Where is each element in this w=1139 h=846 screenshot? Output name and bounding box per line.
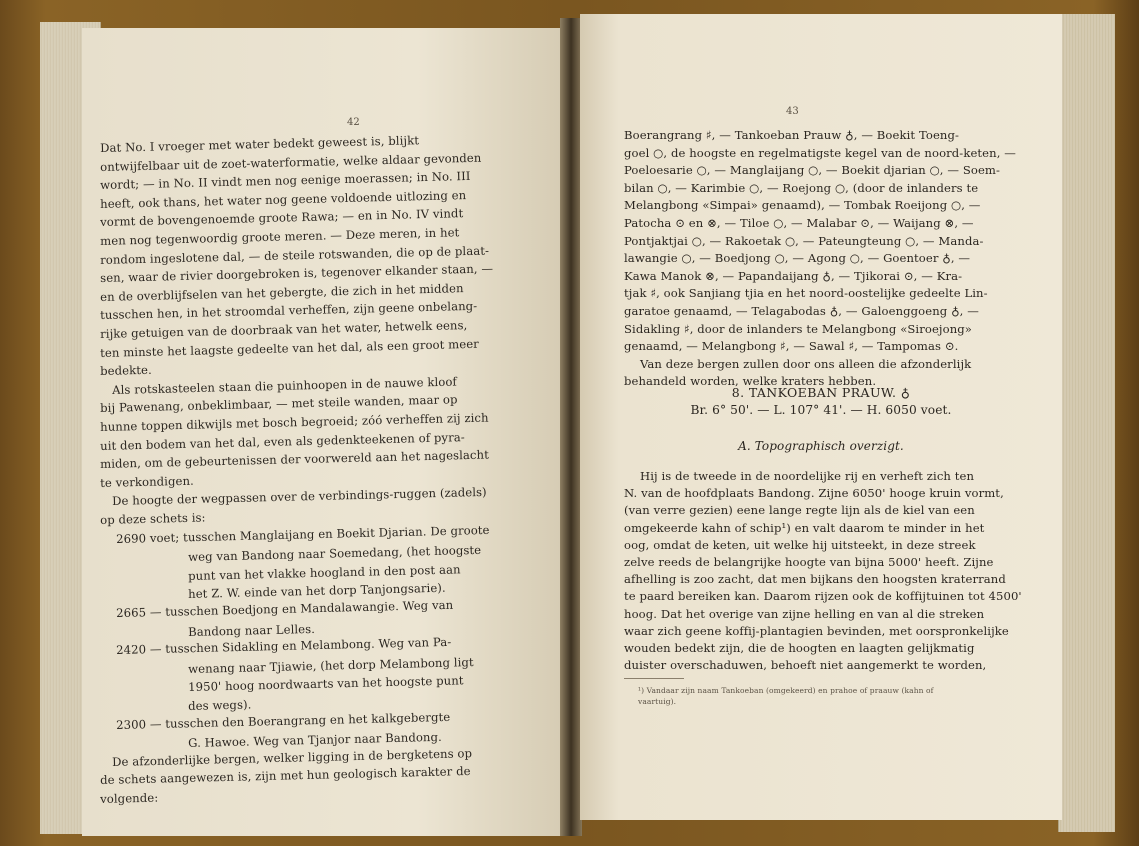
text-line: duister overschaduwen, behoeft niet aangemerkt te worden, [624,658,987,673]
text-line: te verkondigen. [100,473,195,490]
text-line: heeft, ook thans, het water nog geene voldoende uitlozing en [100,187,467,211]
section-coordinates: Br. 6° 50'. — L. 107° 41'. — H. 6050 voet. [690,403,952,417]
text-line: De hoogte der wegpassen over de verbindings-ruggen (zadels) [112,485,487,509]
text-line: uit den bodem van het dal, even als gedenkteekenen of pyra- [100,429,465,453]
text-line: Als rotskasteelen staan die puinhoopen in de nauwe kloof [112,374,458,397]
text-line: miden, om de gebeurtenissen der voorwereld aan het nageslacht [100,447,490,472]
text-line: vormt de bovengenoemde groote Rawa; — en in No. IV vindt [100,206,464,230]
text-line: genaamd, — Melangbong ♯, — Sawal ♯, — Tampomas ⊙. [624,339,959,354]
right-page-edges [1058,14,1115,832]
text-line: Van deze bergen zullen door ons alleen die afzonderlijk [640,356,972,371]
text-line: (van verre gezien) eene lange regte lijn als de kiel van een [624,503,975,518]
text-line: Kawa Manok ⊗, — Papandaijang ♁, — Tjikorai ⊙, — Kra- [624,268,963,283]
text-line: 2690 voet; tusschen Manglaijang en Boekit Djarian. De groote [116,522,490,546]
text-line: men nog tegenwoordig groote meren. — Deze meren, in het [100,225,460,248]
right-page-number: 43 [786,106,799,117]
text-line: goel ○, de hoogste en regelmatigste kegel van de noord-keten, — [624,145,1016,160]
text-line: Melangbong «Simpai» genaamd), — Tombak Roeijong ○, — [624,198,981,213]
text-line: 2300 — tusschen den Boerangrang en het kalkgebergte [116,709,451,732]
text-line: behandeld worden, welke kraters hebben. [624,374,877,389]
text-line: zelve reeds de belangrijke hoogte van bijna 5000' heeft. Zijne [624,555,994,569]
text-line: Hij is de tweede in de noordelijke rij en verheft zich ten [640,469,975,483]
text-line: weg van Bandong naar Soemedang, (het hoogste [188,543,482,565]
text-line: oog, omdat de keten, uit welke hij uitsteekt, in deze streek [624,537,976,552]
text-line: hunne toppen dikwijls met bosch begroeid; zóó verheffen zij zich [100,410,489,434]
text-line: afhelling is zoo zacht, dat men bijkans den hoogsten kraterrand [624,572,1006,587]
text-line: punt van het vlakke hoogland in den post aan [188,562,461,583]
text-line: lawangie ○, — Boedjong ○, — Agong ○, — Goentoer ♁, — [624,251,971,266]
text-line: op deze schets is: [100,510,206,527]
text-line: bij Pawenang, onbeklimbaar, — met steile wanden, maar op [100,392,458,416]
text-line: Boerangrang ♯, — Tankoeban Prauw ♁, — Boekit Toeng- [624,128,960,142]
text-line: te paard bereiken kan. Daarom rijzen ook de koffijtuinen tot 4500' [624,589,1022,604]
text-line: wenang naar Tjiawie, (het dorp Melambong ligt [188,654,474,676]
text-line: omgekeerde kahn of schip¹) en valt daarom te minder in het [624,520,985,535]
text-line: 2665 — tusschen Boedjong en Mandalawangie. Weg van [116,597,454,620]
left-page-number: 42 [347,117,360,128]
text-line: G. Hawoe. Weg van Tjanjor naar Bandong. [188,729,443,751]
text-line: het Z. W. einde van het dorp Tanjongsarie). [188,581,446,602]
footnote-divider [624,678,684,679]
footnote-line: vaartuig). [638,697,677,706]
text-line: 2420 — tusschen Sidakling en Melambong. Weg van Pa- [116,634,452,658]
text-line: tusschen hen, in het stroomdal verheffen, zijn geene onbelang- [100,299,478,323]
text-line: Sidakling ♯, door de inlanders te Melangbong «Siroejong» [624,321,972,336]
text-line: en de overblijfselen van het gebergte, die zich in het midden [100,280,464,304]
text-line: tjak ♯, ook Sanjiang tjia en het noord-oostelijke gedeelte Lin- [624,286,988,301]
left-page [82,28,562,836]
text-line: waar zich geene koffij-plantagien bevinden, met oorspronkelijke [624,623,1009,638]
text-line: wordt; — in No. II vindt men nog eenige moerassen; in No. III [100,169,471,193]
text-line: ten minste het laagste gedeelte van het dal, als een groot meer [100,336,480,360]
text-line: Pontjaktjai ○, — Rakoetak ○, — Pateungteung ○, — Manda- [624,233,984,248]
text-line: 1950' hoog noordwaarts van het hoogste punt [188,673,464,695]
section-title: 8. TANKOEBAN PRAUW. ♁ [731,385,911,400]
text-line: Patocha ⊙ en ⊗, — Tiloe ○, — Malabar ⊙, — Waijang ⊗, — [624,216,974,230]
text-line: De afzonderlijke bergen, welker ligging in de bergketens op [112,746,473,769]
text-line: N. van de hoofdplaats Bandong. Zijne 6050' hooge kruin vormt, [624,486,1004,501]
text-line: hoog. Dat het overige van zijne helling en van al die streken [624,606,985,621]
text-line: sen, waar de rivier doorgebroken is, tegenover elkander staan, — [100,261,494,286]
text-line: de schets aangewezen is, zijn met hun geologisch karakter de [100,764,471,788]
text-line: Bandong naar Lelles. [188,621,316,639]
text-line: rijke getuigen van de doorbraak van het water, hetwelk eens, [100,318,468,341]
text-line: bedekte. [100,362,152,379]
text-line: Dat No. I vroeger met water bedekt geweest is, blijkt [100,133,420,155]
text-line: volgende: [100,790,159,806]
subsection-title: A. Topographisch overzigt. [738,439,904,453]
right-page [580,14,1062,820]
text-line: garatoe genaamd, — Telagabodas ♁, — Galoenggoeng ♁, — [624,304,979,318]
text-line: Poeloesarie ○, — Manglaijang ○, — Boekit djarian ○, — Soem- [624,163,1001,178]
text-line: ontwijfelbaar uit de zoet-waterformatie, welke aldaar gevonden [100,150,482,174]
text-line: des wegs). [188,697,252,713]
footnote-line: ¹) Vandaar zijn naam Tankoeban (omgekeerd) en prahoe of praauw (kahn of [638,686,934,695]
text-line: bilan ○, — Karimbie ○, — Roejong ○, (door de inlanders te [624,180,979,195]
text-line: rondom ingeslotene dal, — de steile rotswanden, die op de plaat- [100,243,490,267]
text-line: wouden bedekt zijn, die de hoogten en laagten gelijkmatig [624,641,975,655]
book-gutter [560,18,582,836]
